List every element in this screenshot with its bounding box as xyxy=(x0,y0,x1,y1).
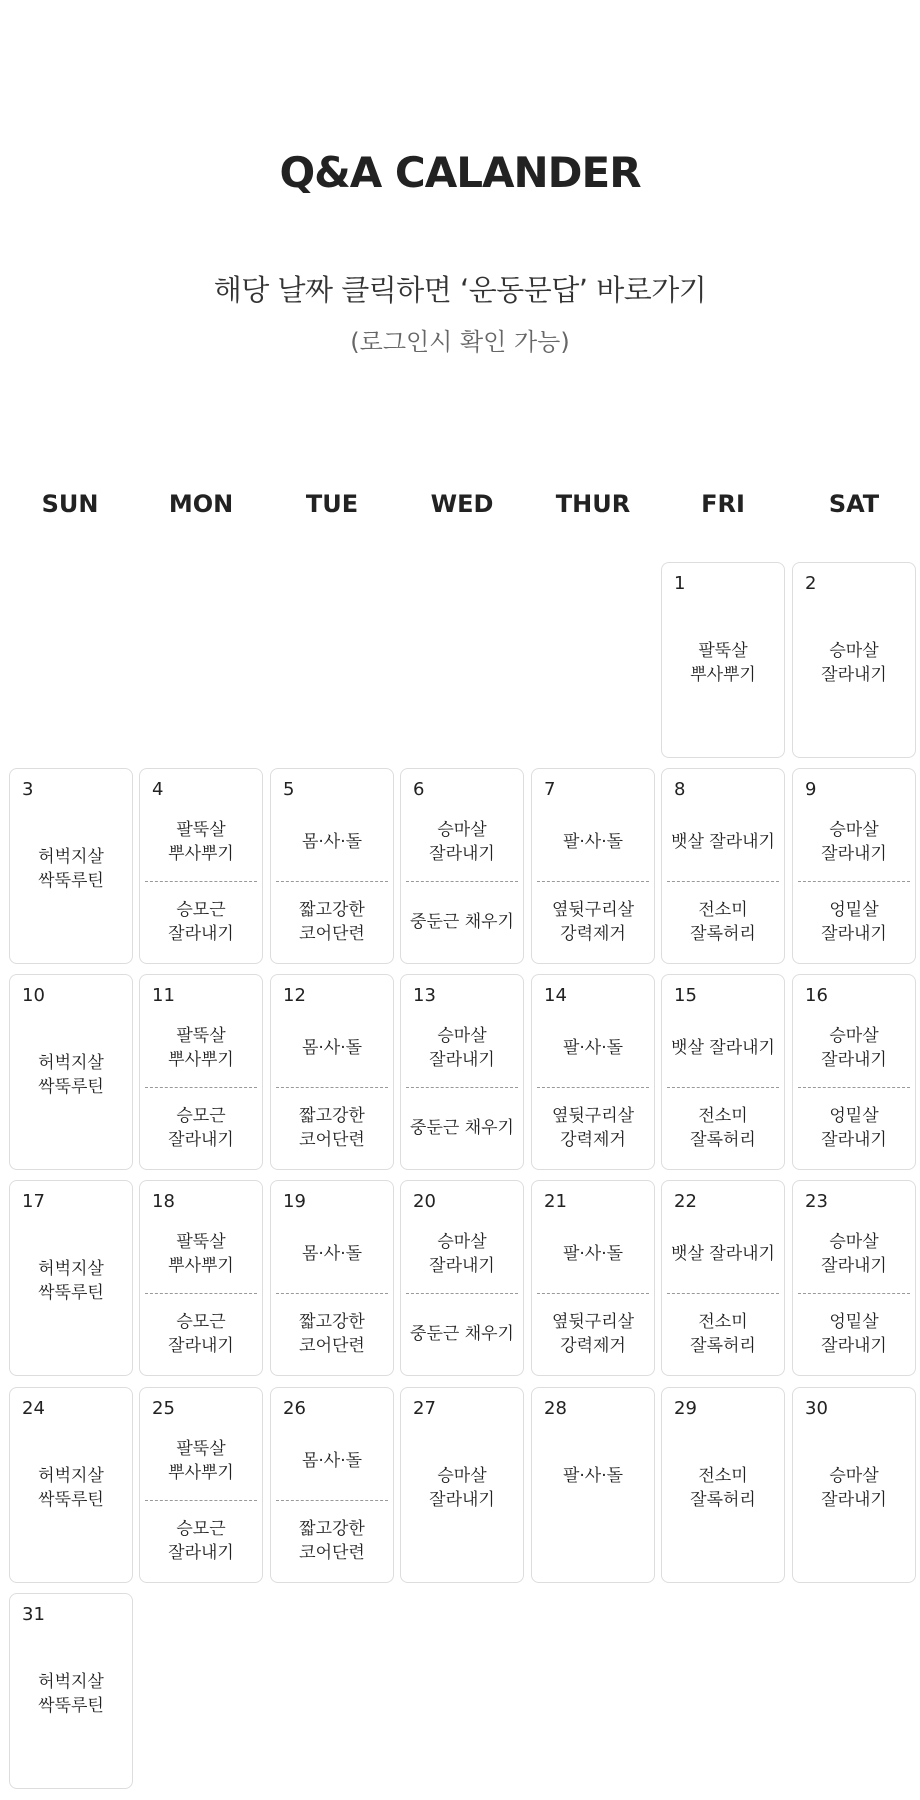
day-topic-secondary: 짧고강한 코어단련 xyxy=(299,1312,365,1356)
day-cell-22[interactable] xyxy=(661,1180,785,1376)
day-cell-31[interactable] xyxy=(9,1593,133,1789)
day-number: 8 xyxy=(674,779,686,800)
day-cell-13[interactable] xyxy=(400,974,524,1170)
day-topic: 허벅지살 싹뚝루틴 xyxy=(38,847,104,891)
day-topic-primary: 승마살 잘라내기 xyxy=(821,820,887,864)
day-number: 4 xyxy=(152,779,164,800)
day-topic-primary: 승마살 잘라내기 xyxy=(821,1026,887,1070)
day-number: 30 xyxy=(805,1398,828,1419)
day-number: 15 xyxy=(674,985,697,1006)
topic-divider xyxy=(145,881,257,882)
day-cell-30[interactable] xyxy=(792,1387,916,1583)
day-topic: 팔뚝살 뿌사뿌기 xyxy=(690,641,756,685)
day-number: 26 xyxy=(283,1398,306,1419)
day-topic-primary: 팔뚝살 뿌사뿌기 xyxy=(168,1026,234,1070)
day-topic-primary: 승마살 잘라내기 xyxy=(429,1026,495,1070)
day-topic-primary: 팔뚝살 뿌사뿌기 xyxy=(168,1232,234,1276)
topic-divider xyxy=(798,881,910,882)
day-topic-secondary: 중둔근 채우기 xyxy=(410,912,514,932)
day-cell-5[interactable] xyxy=(270,768,394,964)
weekday-fri: FRI xyxy=(701,490,745,518)
day-cell-1[interactable] xyxy=(661,562,785,758)
day-topic: 허벅지살 싹뚝루틴 xyxy=(38,1053,104,1097)
topic-divider xyxy=(276,881,388,882)
day-topic-primary: 몸·사·돌 xyxy=(301,1038,363,1058)
day-topic: 허벅지살 싹뚝루틴 xyxy=(38,1672,104,1716)
weekday-mon: MON xyxy=(168,490,234,518)
day-cell-12[interactable] xyxy=(270,974,394,1170)
day-number: 5 xyxy=(283,779,295,800)
day-number: 28 xyxy=(544,1398,567,1419)
day-topic-primary: 팔·사·돌 xyxy=(562,1244,624,1264)
day-cell-7[interactable] xyxy=(531,768,655,964)
day-topic-primary: 몸·사·돌 xyxy=(301,1244,363,1264)
day-cell-29[interactable] xyxy=(661,1387,785,1583)
day-cell-23[interactable] xyxy=(792,1180,916,1376)
day-cell-26[interactable] xyxy=(270,1387,394,1583)
day-cell-15[interactable] xyxy=(661,974,785,1170)
day-number: 24 xyxy=(22,1398,45,1419)
weekday-thur: THUR xyxy=(555,490,631,518)
day-topic-primary: 뱃살 잘라내기 xyxy=(671,1038,775,1058)
day-topic-secondary: 승모근 잘라내기 xyxy=(168,1519,234,1563)
day-topic: 허벅지살 싹뚝루틴 xyxy=(38,1259,104,1303)
topic-divider xyxy=(537,881,649,882)
weekday-tue: TUE xyxy=(305,490,359,518)
day-topic-secondary: 승모근 잘라내기 xyxy=(168,1106,234,1150)
day-number: 27 xyxy=(413,1398,436,1419)
day-cell-21[interactable] xyxy=(531,1180,655,1376)
day-topic: 전소미 잘록허리 xyxy=(690,1466,756,1510)
day-topic-secondary: 짧고강한 코어단련 xyxy=(299,1519,365,1563)
page-title: Q&A CALANDER xyxy=(279,148,641,197)
day-topic-primary: 승마살 잘라내기 xyxy=(821,1232,887,1276)
day-topic-primary: 뱃살 잘라내기 xyxy=(671,1244,775,1264)
day-cell-14[interactable] xyxy=(531,974,655,1170)
day-number: 17 xyxy=(22,1191,45,1212)
day-number: 19 xyxy=(283,1191,306,1212)
topic-divider xyxy=(667,1087,779,1088)
topic-divider xyxy=(667,1293,779,1294)
day-topic-primary: 팔·사·돌 xyxy=(562,832,624,852)
day-topic-primary: 승마살 잘라내기 xyxy=(429,820,495,864)
day-topic-secondary: 승모근 잘라내기 xyxy=(168,900,234,944)
topic-divider xyxy=(667,881,779,882)
day-cell-4[interactable] xyxy=(139,768,263,964)
day-number: 11 xyxy=(152,985,175,1006)
day-cell-16[interactable] xyxy=(792,974,916,1170)
topic-divider xyxy=(537,1087,649,1088)
day-cell-17[interactable] xyxy=(9,1180,133,1376)
page-subtitle: 해당 날짜 클릭하면 ‘운동문답’ 바로가기 xyxy=(213,273,707,307)
day-number: 2 xyxy=(805,573,817,594)
topic-divider xyxy=(145,1293,257,1294)
day-topic-secondary: 전소미 잘록허리 xyxy=(690,1312,756,1356)
day-number: 10 xyxy=(22,985,45,1006)
day-topic-secondary: 옆뒷구리살 강력제거 xyxy=(551,900,635,944)
day-topic: 승마살 잘라내기 xyxy=(821,641,887,685)
day-topic-secondary: 전소미 잘록허리 xyxy=(690,900,756,944)
day-number: 16 xyxy=(805,985,828,1006)
topic-divider xyxy=(406,881,518,882)
login-note: (로그인시 확인 가능) xyxy=(350,328,570,356)
day-topic-secondary: 중둔근 채우기 xyxy=(410,1324,514,1344)
day-topic-secondary: 엉밑살 잘라내기 xyxy=(821,1312,887,1356)
day-cell-25[interactable] xyxy=(139,1387,263,1583)
day-cell-11[interactable] xyxy=(139,974,263,1170)
weekday-wed: WED xyxy=(430,490,494,518)
day-topic-secondary: 옆뒷구리살 강력제거 xyxy=(551,1312,635,1356)
day-cell-8[interactable] xyxy=(661,768,785,964)
day-topic: 승마살 잘라내기 xyxy=(821,1466,887,1510)
day-number: 7 xyxy=(544,779,556,800)
day-cell-28[interactable] xyxy=(531,1387,655,1583)
day-number: 3 xyxy=(22,779,34,800)
day-cell-24[interactable] xyxy=(9,1387,133,1583)
day-topic-primary: 팔뚝살 뿌사뿌기 xyxy=(168,820,234,864)
weekday-sat: SAT xyxy=(828,490,880,518)
day-number: 22 xyxy=(674,1191,697,1212)
day-topic-primary: 승마살 잘라내기 xyxy=(429,1232,495,1276)
day-cell-20[interactable] xyxy=(400,1180,524,1376)
day-topic-primary: 팔뚝살 뿌사뿌기 xyxy=(168,1439,234,1483)
day-topic-secondary: 중둔근 채우기 xyxy=(410,1118,514,1138)
topic-divider xyxy=(537,1293,649,1294)
day-cell-27[interactable] xyxy=(400,1387,524,1583)
day-number: 1 xyxy=(674,573,686,594)
day-number: 14 xyxy=(544,985,567,1006)
topic-divider xyxy=(406,1293,518,1294)
day-topic-secondary: 승모근 잘라내기 xyxy=(168,1312,234,1356)
day-topic: 허벅지살 싹뚝루틴 xyxy=(38,1466,104,1510)
day-number: 13 xyxy=(413,985,436,1006)
weekday-sun: SUN xyxy=(41,490,99,518)
day-topic-primary: 몸·사·돌 xyxy=(301,832,363,852)
day-topic: 승마살 잘라내기 xyxy=(429,1466,495,1510)
topic-divider xyxy=(276,1293,388,1294)
day-number: 21 xyxy=(544,1191,567,1212)
day-topic-secondary: 짧고강한 코어단련 xyxy=(299,1106,365,1150)
day-topic-secondary: 엉밑살 잘라내기 xyxy=(821,1106,887,1150)
day-number: 23 xyxy=(805,1191,828,1212)
day-cell-2[interactable] xyxy=(792,562,916,758)
day-number: 29 xyxy=(674,1398,697,1419)
day-cell-6[interactable] xyxy=(400,768,524,964)
topic-divider xyxy=(406,1087,518,1088)
day-topic-secondary: 전소미 잘록허리 xyxy=(690,1106,756,1150)
day-topic-primary: 팔·사·돌 xyxy=(562,1038,624,1058)
topic-divider xyxy=(145,1087,257,1088)
topic-divider xyxy=(276,1500,388,1501)
day-topic-secondary: 옆뒷구리살 강력제거 xyxy=(551,1106,635,1150)
day-topic: 팔·사·돌 xyxy=(562,1466,624,1486)
topic-divider xyxy=(145,1500,257,1501)
day-topic-primary: 몸·사·돌 xyxy=(301,1451,363,1471)
day-cell-9[interactable] xyxy=(792,768,916,964)
topic-divider xyxy=(798,1293,910,1294)
day-number: 25 xyxy=(152,1398,175,1419)
day-number: 9 xyxy=(805,779,817,800)
topic-divider xyxy=(798,1087,910,1088)
day-number: 12 xyxy=(283,985,306,1006)
day-cell-10[interactable] xyxy=(9,974,133,1170)
day-topic-primary: 뱃살 잘라내기 xyxy=(671,832,775,852)
day-number: 20 xyxy=(413,1191,436,1212)
day-number: 6 xyxy=(413,779,425,800)
day-topic-secondary: 엉밑살 잘라내기 xyxy=(821,900,887,944)
day-cell-18[interactable] xyxy=(139,1180,263,1376)
day-topic-secondary: 짧고강한 코어단련 xyxy=(299,900,365,944)
topic-divider xyxy=(276,1087,388,1088)
day-cell-3[interactable] xyxy=(9,768,133,964)
day-number: 18 xyxy=(152,1191,175,1212)
day-number: 31 xyxy=(22,1604,45,1625)
day-cell-19[interactable] xyxy=(270,1180,394,1376)
